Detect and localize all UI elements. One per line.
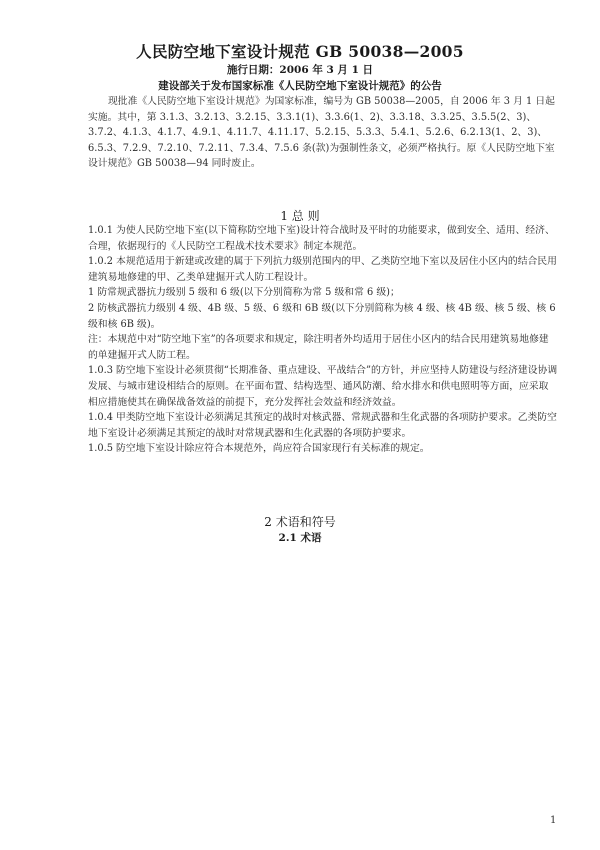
clause-item-1: 1 防常规武器抗力级别 5 级和 6 级(以下分别简称为常 5 级和常 6 级)； [88, 287, 400, 299]
clauses-block [88, 223, 558, 457]
effective-date: 施行日期：2006 年 3 月 1 日 [226, 64, 374, 76]
clause-note: 注：本规范中对“防空地下室”的各项要求和规定，除注明者外均适用于居住小区内的结合民用建筑易地修建的单建掘开式人防工程。 [88, 334, 549, 361]
clause-1-0-5: 1.0.5 防空地下室设计除应符合本规范外，尚应符合国家现行有关标准的规定。 [88, 443, 430, 455]
page-number: 1 [550, 815, 557, 826]
clause-1-0-3: 1.0.3 防空地下室设计必须贯彻“长期准备、重点建设、平战结合”的方针，并应坚持人防建设与经济建设协调发展、与城市建设相结合的原则。在平面布置、结构选型、通风防潮、给水排水和供电照明等方面，应采取相应措施使其在确保战备效益的前提下，充分发挥社会效益和经济效益。 [88, 365, 558, 408]
clause-item-2: 2 防核武器抗力级别 4 级、4B 级、5 级、6 级和 6B 级(以下分别简称为核 4 级、核 4B 级、核 5 级、核 6 级和核 6B 级)。 [88, 302, 556, 330]
section-2-heading: 2 术语和符号 [264, 515, 336, 529]
document-title: 人民防空地下室设计规范 GB 50038—2005 [136, 42, 464, 61]
section-1-heading: 1 总 则 [280, 209, 320, 223]
clause-1-0-1: 1.0.1 为使人民防空地下室(以下简称防空地下室)设计符合战时及平时的功能要求，做到安全、适用、经济、合理，依据现行的《人民防空工程战术技术要求》制定本规范。 [88, 225, 555, 252]
subsection-2-1-heading: 2.1 术语 [278, 532, 322, 544]
intro-block [88, 94, 558, 172]
clause-1-0-2: 1.0.2 本规范适用于新建或改建的属于下列抗力级别范围内的甲、乙类防空地下室以及居住小区内的结合民用建筑易地修建的甲、乙类单建掘开式人防工程设计。 [88, 256, 557, 283]
clause-1-0-4: 1.0.4 甲类防空地下室设计必须满足其预定的战时对核武器、常规武器和生化武器的各项防护要求。乙类防空地下室设计必须满足其预定的战时对常规武器和生化武器的各项防护要求。 [88, 412, 557, 439]
announcement-title: 建设部关于发布国家标准《人民防空地下室设计规范》的公告 [158, 80, 442, 92]
intro-paragraph: 现批准《人民防空地下室设计规范》为国家标准，编号为 GB 50038—2005，自 2006 年 3 月 1 日起实施。其中，第 3.1.3、3.2.13、3.2.15、3.3.1(1)、3.3.6(1、2)、3.3.18、3.3.25、3.5.5(2、3)、3.7.2、4.1.3、4.1.7、4.9.1、4.11.7、4.11.17、5.2.15、5.3.3、5.4.1、5.2.6、6.2.13(1、2、3)、6.5.3、7.2.9、7.2.10、7.2.11、7.3.4、7.5.6 条(款)为强制性条文，必须严格执行。原《人民防空地下室设计规范》GB 50038—94 同时废止。 [88, 96, 555, 170]
